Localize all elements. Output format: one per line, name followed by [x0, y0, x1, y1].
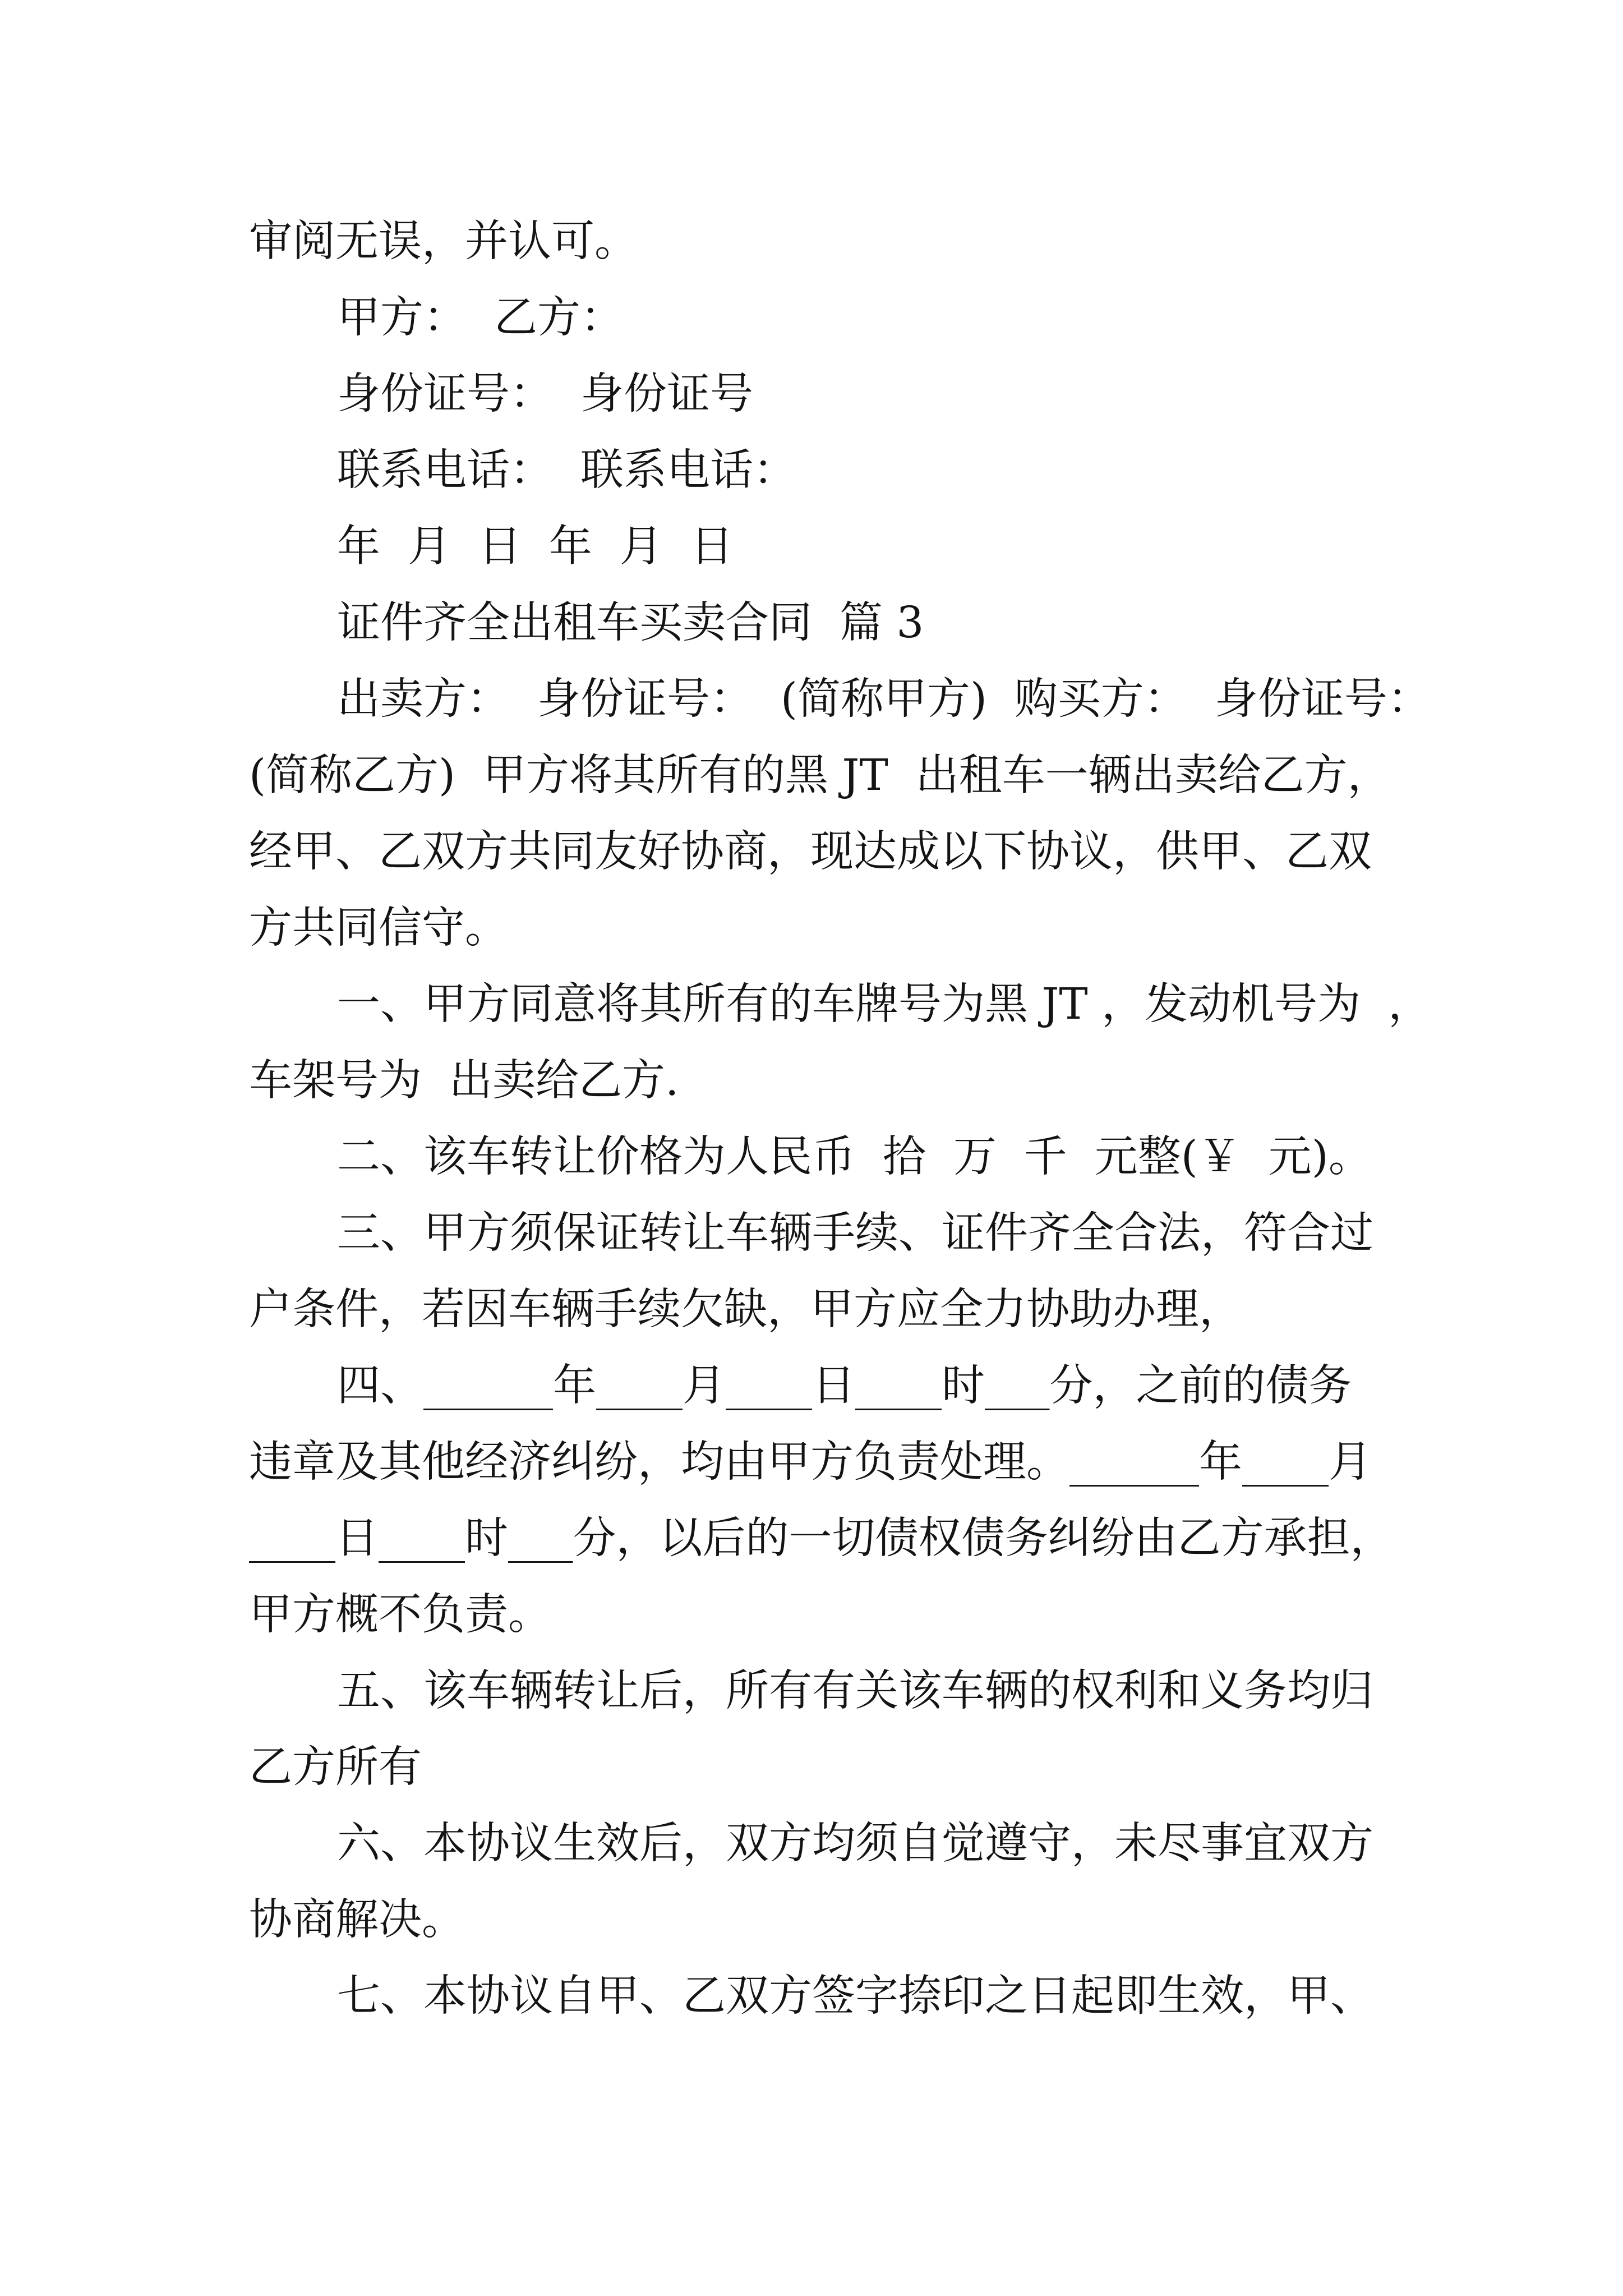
contract-title: 证件齐全出租车买卖合同 篇 3 — [337, 598, 924, 648]
id-number-labels: 身份证号： 身份证号 — [337, 369, 753, 419]
clause-1-line: 车架号为 出卖给乙方. — [249, 1056, 679, 1106]
clause-6-line: 六、本协议生效后，双方均须自觉遵守，未尽事宜双方 — [337, 1819, 1373, 1869]
clause-5-line: 五、该车辆转让后，所有有关该车辆的权利和义务均归 — [337, 1666, 1373, 1716]
clause-3 — [249, 1195, 1483, 1348]
preamble-line: (简称乙方) 甲方将其所有的黑 JT 出租车一辆出卖给乙方， — [249, 751, 1391, 800]
clause-2 — [249, 1119, 1483, 1195]
clause-4-line: 甲方概不负责。 — [249, 1590, 551, 1640]
seller-buyer-line: 出卖方： 身份证号： (简称甲方) 购买方： 身份证号： — [337, 674, 1431, 724]
clause-5 — [249, 1653, 1483, 1806]
clause-4-line: 四、______年____月____日____时___分，之前的债务 — [337, 1361, 1352, 1411]
clause-7 — [249, 1958, 1483, 2035]
date-labels: 年 月 日 年 月 日 — [337, 522, 734, 572]
clause-6 — [249, 1806, 1483, 1958]
clause-1-line: 一、甲方同意将其所有的车牌号为黑 JT ，发动机号为 ， — [337, 979, 1432, 1029]
clause-5-line: 乙方所有 — [249, 1742, 422, 1792]
signature-block — [249, 280, 1483, 585]
clause-7-line: 七、本协议自甲、乙双方签字捺印之日起即生效，甲、 — [337, 1971, 1373, 2021]
clause-4 — [249, 1348, 1483, 1653]
clause-3-line: 三、甲方须保证转让车辆手续、证件齐全合法，符合过 — [337, 1208, 1373, 1258]
clause-2-line: 二、该车转让价格为人民币 拾 万 千 元整(￥ 元)。 — [337, 1132, 1372, 1182]
clause-4-line: ____日____时___分，以后的一切债权债务纠纷由乙方承担， — [249, 1513, 1394, 1563]
preamble-line: 方共同信守。 — [249, 903, 508, 953]
preamble-line: 经甲、乙双方共同友好协商，现达成以下协议，供甲、乙双 — [249, 827, 1372, 877]
clause-4-line: 违章及其他经济纠纷，均由甲方负责处理。______年____月 — [249, 1437, 1372, 1487]
approval-statement: 审阅无误，并认可。 — [249, 217, 638, 266]
party-labels: 甲方： 乙方： — [337, 293, 624, 343]
preamble — [249, 738, 1483, 967]
clause-1 — [249, 967, 1483, 1119]
phone-labels: 联系电话： 联系电话： — [337, 445, 796, 495]
clause-3-line: 户条件，若因车辆手续欠缺，甲方应全力协助办理， — [249, 1285, 1242, 1335]
clause-6-line: 协商解决。 — [249, 1895, 465, 1945]
document-body — [249, 204, 1483, 2035]
